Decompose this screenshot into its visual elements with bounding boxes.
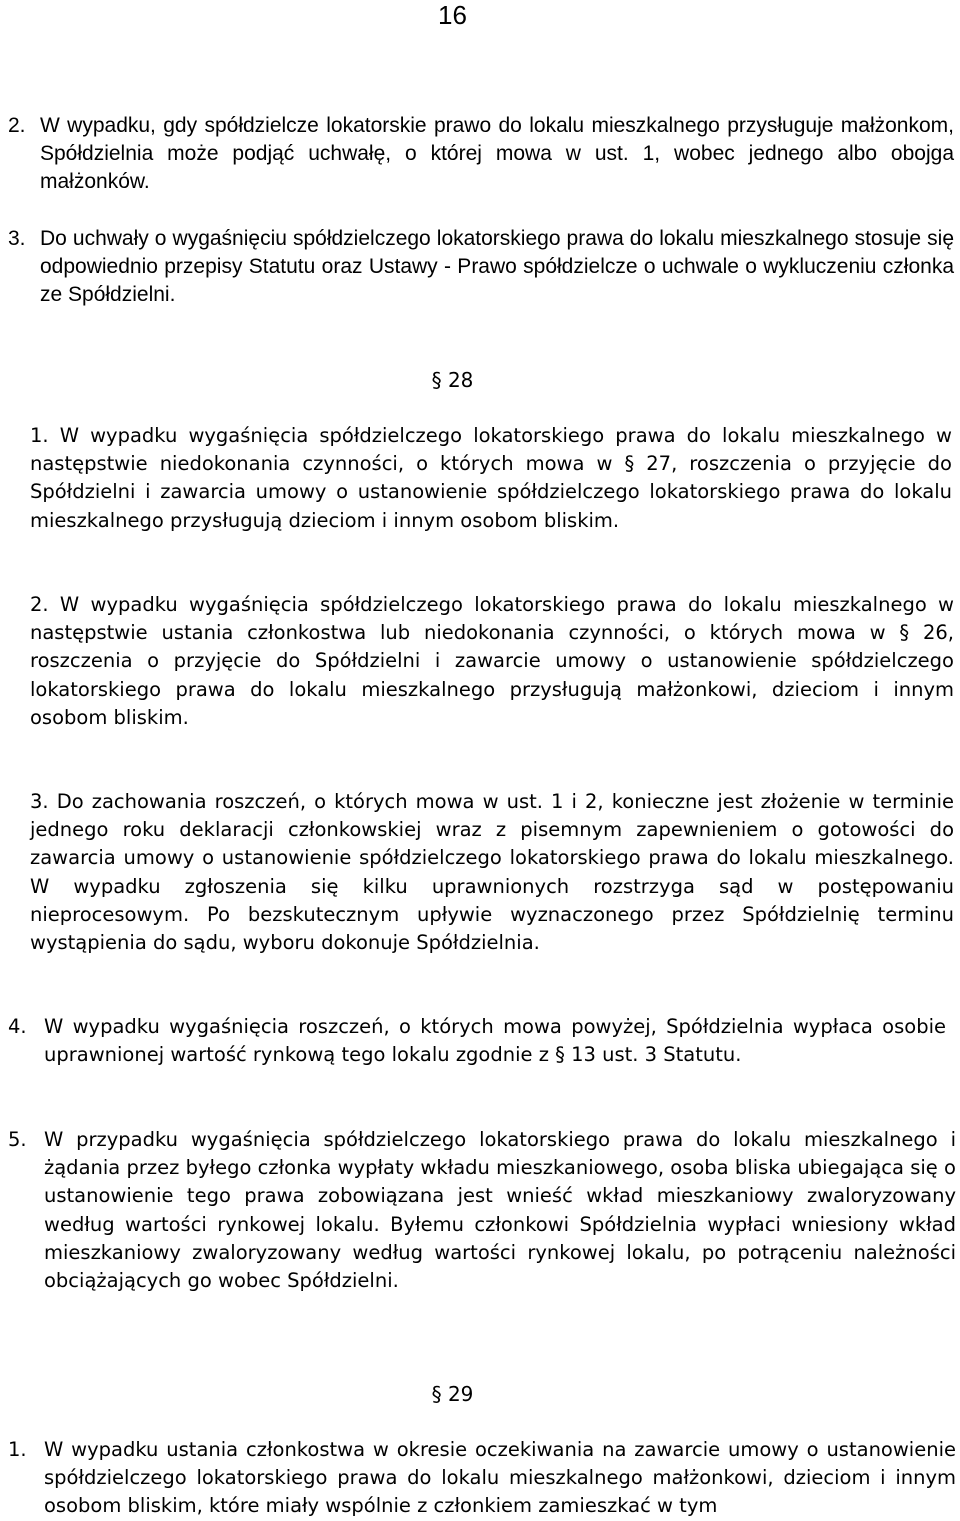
paragraph-text: Do uchwały o wygaśnięciu spółdzielczego lokatorskiego prawa do lokalu mieszkalnego stosuje się odpowiednio przepisy Statutu oraz Ustawy - Prawo spółdzielcze o uchwale o wykluczeniu członka ze Spółdzielni. bbox=[40, 227, 954, 307]
paragraph-text: W przypadku wygaśnięcia spółdzielczego lokatorskiego prawa do lokalu mieszkalnego i żądania przez byłego członka wypłaty wkładu mieszkaniowego, osoba bliska ubiegająca się o ustanowienie tego prawa zobowiązana jest wnieść wkład mieszkaniowy zwaloryzowany według wartości rynkowej lokalu. Byłemu członkowi Spółdzielnia wypłaci wniesiony wkład mieszkaniowy zwaloryzowany według wartości rynkowej lokalu, po potrąceniu należności obciążających go wobec Spółdzielni. bbox=[44, 1128, 956, 1293]
paragraph-body: W wypadku wygaśnięcia spółdzielczego lokatorskiego prawa do lokalu mieszkalnego w następstwie ustania członkostwa lub niedokonania czynności, o których mowa w § 26, roszczenia o przyjęcie do Spółdzielni i zawarcie umowy o ustanowienie spółdzielczego lokatorskiego prawa do lokalu mieszkalnego przysługują małżonkowi, dzieciom i innym osobom bliskim. bbox=[30, 593, 955, 729]
paragraph-number: 5. bbox=[8, 1128, 27, 1151]
paragraph-text bbox=[30, 788, 954, 957]
paragraph-text: W wypadku wygaśnięcia roszczeń, o których mowa powyżej, Spółdzielnia wypłaca osobie uprawnionej wartość rynkową tego lokalu zgodnie z § 13 ust. 3 Statutu. bbox=[44, 1015, 946, 1067]
section-heading-28: § 28 bbox=[431, 368, 474, 392]
paragraph-text bbox=[30, 591, 954, 732]
page-number: 16 bbox=[438, 0, 467, 30]
paragraph-number: 3. bbox=[8, 227, 26, 250]
section-heading-29: § 29 bbox=[431, 1382, 474, 1406]
paragraph-number: 2. bbox=[8, 114, 26, 137]
paragraph-text bbox=[30, 422, 952, 535]
paragraph-number: 2. bbox=[30, 593, 49, 616]
paragraph-text: W wypadku, gdy spółdzielcze lokatorskie prawo do lokalu mieszkalnego przysługuje małżonkom, Spółdzielnia może podjąć uchwałę, o której mowa w ust. 1, wobec jednego albo obojga małżonków. bbox=[40, 114, 954, 194]
paragraph-number: 3. bbox=[30, 790, 49, 813]
paragraph-number: 1. bbox=[30, 424, 49, 447]
paragraph-body: Do zachowania roszczeń, o których mowa w ust. 1 i 2, konieczne jest złożenie w terminie jednego roku deklaracji członkowskiej wraz z pisemnym zapewnieniem o gotowości do zawarcia umowy o ustanowienie spółdzielczego lokatorskiego prawa do lokalu mieszkalnego. W wypadku zgłoszenia się kilku uprawnionych rozstrzyga sąd w postępowaniu nieprocesowym. Po bezskutecznym upływie wyznaczonego przez Spółdzielnię terminu wystąpienia do sądu, wyboru dokonuje Spółdzielnia. bbox=[30, 790, 954, 955]
paragraph-number: 4. bbox=[8, 1015, 27, 1038]
paragraph-body: W wypadku wygaśnięcia spółdzielczego lokatorskiego prawa do lokalu mieszkalnego w następstwie niedokonania czynności, o których mowa w § 27, roszczenia o przyjęcie do Spółdzielni i zawarcia umowy o ustanowienie spółdzielczego lokatorskiego prawa do lokalu mieszkalnego przysługują dzieciom i innym osobom bliskim. bbox=[30, 424, 952, 532]
paragraph-number: 1. bbox=[8, 1438, 27, 1461]
paragraph-text: W wypadku ustania członkostwa w okresie oczekiwania na zawarcie umowy o ustanowienie spółdzielczego lokatorskiego prawa do lokalu mieszkalnego małżonkowi, dzieciom i innym osobom bliskim, które miały wspólnie z członkiem zamieszkać w tym bbox=[44, 1438, 956, 1518]
